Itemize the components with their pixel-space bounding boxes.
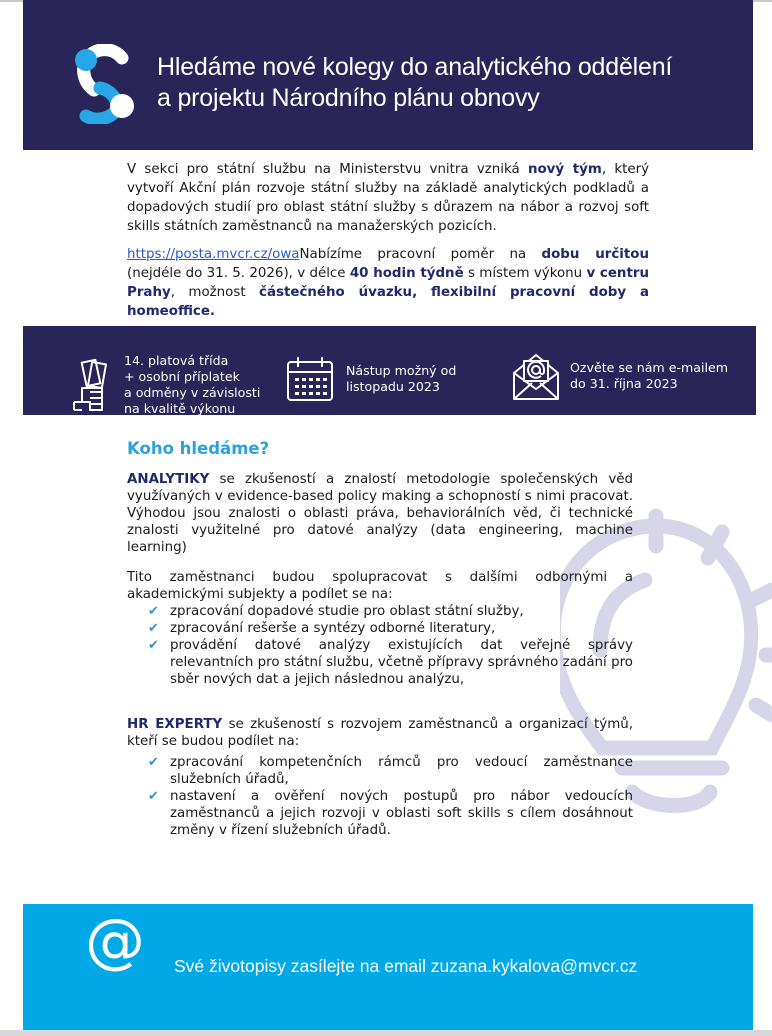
title-line-2: a projektu Národního plánu obnovy [157, 84, 540, 112]
analysts-paragraph [127, 471, 633, 556]
info-item-salary [70, 353, 260, 417]
hr-task-list [127, 754, 633, 839]
bold-text: HR EXPERTY [127, 717, 223, 732]
list-item-text: nastavení a ověření nových postupů pro nábor vedoucích zaměstnanců a jejich rozvoji v oblasti soft skills s cílem dosáhnout změny v řízení služebních úřadů. [170, 789, 633, 838]
info-line: + osobní příplatek [124, 369, 240, 384]
list-item [148, 620, 633, 637]
info-line: do 31. října 2023 [570, 376, 678, 391]
who-we-seek-section [127, 440, 633, 839]
info-line: a odměny v závislosti [124, 385, 261, 400]
text: s místem výkonu [463, 266, 587, 281]
money-hand-icon [70, 358, 114, 416]
bold-text: ANALYTIKY [127, 472, 210, 487]
text: , možnost [170, 285, 260, 300]
contact-text [570, 360, 728, 392]
checkmark-icon: ✔ [148, 755, 159, 770]
collaboration-paragraph: Tito zaměstnanci budou spolupracovat s dalšími odbornými a akademickými subjekty a podílet se na: [127, 570, 633, 602]
list-item [148, 637, 633, 688]
bold-text: v centru Prahy [127, 266, 650, 300]
info-item-start-date [286, 356, 456, 402]
salary-text [124, 353, 260, 417]
list-item-text: zpracování rešerše a syntézy odborné literatury, [170, 621, 496, 636]
analyst-task-list [127, 603, 633, 688]
text: se zkušeností a znalostí metodologie společenských věd využívaných v evidence-based policy making a schopností s nimi pracovat. Výhodou jsou znalosti o oblasti práva, behaviorálních věd, či technické znalosti využitelné pro datové analýzy (data engineering, machine learning) [127, 472, 633, 555]
start-date-text [346, 363, 456, 395]
info-line: Ozvěte se nám e-mailem [570, 360, 728, 375]
envelope-at-icon [512, 351, 560, 401]
info-line: na kvalitě výkonu [124, 401, 236, 416]
footer-banner [23, 904, 753, 1030]
info-line: 14. platová třída [124, 353, 229, 368]
section-heading: Koho hledáme? [127, 439, 270, 458]
title-line-1: Hledáme nové kolegy do analytického oddělení [157, 53, 673, 81]
list-item [148, 603, 633, 620]
page-title [157, 52, 747, 114]
intro-paragraph-2 [127, 245, 649, 321]
text: , který vytvoří Akční plán rozvoje státní služby na základě analytických podkladů a dopadových studií pro oblast státní služby s důrazem na nábor a rozvoj soft skills státních zaměstnanců na manažerských pozicích. [127, 162, 650, 234]
bold-text: nový tým [527, 162, 602, 177]
list-item [148, 754, 633, 788]
bold-text: dobu určitou [541, 247, 649, 262]
text: V sekci pro státní službu na Ministerstvu vnitra vzniká [127, 162, 528, 177]
list-item [148, 788, 633, 839]
info-line: listopadu 2023 [346, 379, 440, 394]
list-item-text: provádění datové analýzy existujících dat veřejné správy relevantních pro státní službu, včetně přípravy správného zadání pro sběr nových dat a jejich následnou analýzu, [170, 638, 633, 687]
info-item-contact [512, 351, 728, 401]
ministry-logo-icon [72, 44, 138, 124]
at-sign-icon: @ [85, 906, 145, 976]
checkmark-icon: ✔ [148, 604, 159, 619]
text: se zkušeností s rozvojem zaměstnanců a organizací týmů, kteří se budou podílet na: [127, 717, 633, 749]
list-item-text: zpracování dopadové studie pro oblast státní služby, [170, 604, 524, 619]
bold-text: 40 hodin týdně [349, 266, 464, 281]
text: (nejdéle do 31. 5. 2026), v délce [127, 266, 350, 281]
info-line: Nástup možný od [346, 363, 457, 378]
footer-email-text: Své životopisy zasílejte na email zuzana.kykalova@mvcr.cz [174, 956, 638, 976]
list-item-text: zpracování kompetenčních rámců pro vedoucí zaměstnance služebních úřadů, [170, 755, 633, 787]
bottom-edge-strip [0, 1030, 772, 1036]
intro-paragraph-1 [127, 160, 649, 236]
bold-text: částečného úvazku, flexibilní pracovní doby a homeoffice. [127, 285, 649, 319]
hr-paragraph [127, 716, 633, 750]
checkmark-icon: ✔ [148, 638, 159, 653]
checkmark-icon: ✔ [148, 621, 159, 636]
text: Nabízíme pracovní poměr na [299, 247, 542, 262]
info-strip [23, 326, 756, 415]
checkmark-icon: ✔ [148, 789, 159, 804]
owa-link[interactable]: https://posta.mvcr.cz/owa [127, 247, 300, 262]
calendar-icon [286, 356, 334, 402]
